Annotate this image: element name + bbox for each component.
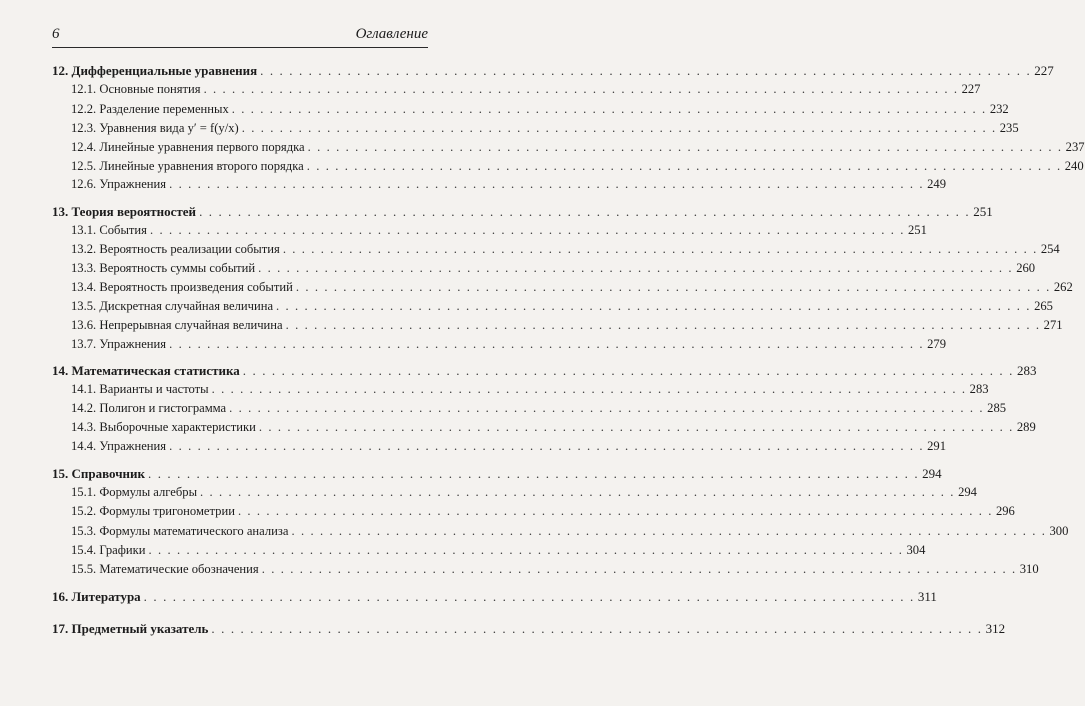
toc-entry-number: 12.3.: [71, 121, 97, 135]
toc-entry-number: 14.1.: [71, 382, 97, 396]
toc-entry-number: 15.5.: [71, 562, 97, 576]
toc-page-number: 265: [1034, 299, 1053, 313]
dot-leader: . . . . . . . . . . . . . . . . . . . . . . . . . . . . . . . . . . . . . . . . . . . . . . . . . . . . . . . . . . . . . . . . . . . . . . . . . . . . . . . .: [260, 63, 1032, 78]
dot-leader: . . . . . . . . . . . . . . . . . . . . . . . . . . . . . . . . . . . . . . . . . . . . . . . . . . . . . . . . . . . . . . . . . . . . . . . . . . . . . . . .: [211, 621, 983, 636]
toc-entry-title: [71, 381, 209, 398]
toc-entry-label: Дискретная случайная величина: [99, 299, 274, 313]
dot-leader: . . . . . . . . . . . . . . . . . . . . . . . . . . . . . . . . . . . . . . . . . . . . . . . . . . . . . . . . . . . . . . . . . . . . . . . . . . . . . . . .: [203, 82, 959, 96]
toc-page-number: 271: [1043, 318, 1063, 332]
toc-entry-title: [71, 419, 256, 436]
dot-leader: . . . . . . . . . . . . . . . . . . . . . . . . . . . . . . . . . . . . . . . . . . . . . . . . . . . . . . . . . . . . . . . . . . . . . . . . . . . . . . . .: [241, 121, 997, 135]
toc-entry-number: 13.6.: [71, 318, 97, 332]
toc-entry-number: 12.1.: [71, 82, 97, 96]
dot-leader: . . . . . . . . . . . . . . . . . . . . . . . . . . . . . . . . . . . . . . . . . . . . . . . . . . . . . . . . . . . . . . . . . . . . . . . . . . . . . . . .: [307, 140, 1063, 154]
toc-page-number: 294: [922, 466, 942, 481]
toc-entry-label: Теория вероятностей: [71, 204, 197, 219]
toc-entry-number: 17.: [52, 621, 69, 636]
dot-leader: . . . . . . . . . . . . . . . . . . . . . . . . . . . . . . . . . . . . . . . . . . . . . . . . . . . . . . . . . . . . . . . . . . . . . . . . . . . . . . . .: [242, 363, 1014, 378]
toc-entry-number: 16.: [52, 589, 69, 604]
toc-entry-number: 15.3.: [71, 524, 97, 538]
dot-leader: . . . . . . . . . . . . . . . . . . . . . . . . . . . . . . . . . . . . . . . . . . . . . . . . . . . . . . . . . . . . . . . . . . . . . . . . . . . . . . . .: [276, 299, 1032, 313]
toc-entry-label: Графики: [99, 543, 146, 557]
toc-page-number: 300: [1049, 524, 1069, 538]
dot-leader: . . . . . . . . . . . . . . . . . . . . . . . . . . . . . . . . . . . . . . . . . . . . . . . . . . . . . . . . . . . . . . . . . . . . . . . . . . . . . . . .: [143, 589, 915, 604]
dot-leader: . . . . . . . . . . . . . . . . . . . . . . . . . . . . . . . . . . . . . . . . . . . . . . . . . . . . . . . . . . . . . . . . . . . . . . . . . . . . . . . .: [237, 504, 993, 518]
toc-section-entry[interactable]: [71, 381, 989, 398]
toc-entry-number: 15.2.: [71, 504, 97, 518]
toc-entry-number: 13.7.: [71, 337, 97, 351]
toc-entry-number: 12.6.: [71, 177, 97, 191]
toc-entry-label: Формулы тригонометрии: [99, 504, 235, 518]
toc-entry-number: 14.4.: [71, 439, 97, 453]
toc-entry-label: Формулы математического анализа: [99, 524, 289, 538]
toc-section-entry[interactable]: [71, 81, 981, 98]
toc-entry-title: [71, 176, 166, 193]
toc-entry-label: Варианты и частоты: [99, 382, 209, 396]
dot-leader: . . . . . . . . . . . . . . . . . . . . . . . . . . . . . . . . . . . . . . . . . . . . . . . . . . . . . . . . . . . . . . . . . . . . . . . . . . . . . . . .: [149, 223, 905, 237]
toc-section-entry[interactable]: [71, 317, 1063, 334]
toc-entry-title: [71, 222, 147, 239]
toc-entry-title: [52, 465, 145, 482]
toc-section-entry[interactable]: [71, 241, 1060, 258]
toc-section-entry[interactable]: [71, 484, 977, 501]
dot-leader: . . . . . . . . . . . . . . . . . . . . . . . . . . . . . . . . . . . . . . . . . . . . . . . . . . . . . . . . . . . . . . . . . . . . . . . . . . . . . . . .: [169, 337, 925, 351]
toc-entry-number: 15.4.: [71, 543, 97, 557]
dot-leader: . . . . . . . . . . . . . . . . . . . . . . . . . . . . . . . . . . . . . . . . . . . . . . . . . . . . . . . . . . . . . . . . . . . . . . . . . . . . . . . .: [148, 543, 904, 557]
toc-entry-title: [71, 400, 226, 417]
toc-entry-title: [71, 523, 288, 540]
toc-page-number: 251: [907, 223, 927, 237]
toc-entry-title: [71, 484, 197, 501]
toc-page-number: 251: [973, 204, 993, 219]
toc-entry-label: Формулы алгебры: [99, 485, 198, 499]
toc-page-number: 254: [1040, 242, 1060, 256]
toc-page-number: 311: [917, 589, 937, 604]
toc-entry-title: [71, 81, 201, 98]
toc-entry-number: 13.2.: [71, 242, 97, 256]
toc-chapter-entry[interactable]: [52, 62, 1054, 79]
page-number: 6: [52, 26, 60, 42]
toc-entry-label: Линейные уравнения первого порядка: [99, 140, 305, 154]
toc-page-number: 310: [1019, 562, 1039, 576]
toc-page-number: 237: [1065, 140, 1085, 154]
toc-entry-title: [71, 542, 145, 559]
toc-entry-number: 13.4.: [71, 280, 97, 294]
dot-leader: . . . . . . . . . . . . . . . . . . . . . . . . . . . . . . . . . . . . . . . . . . . . . . . . . . . . . . . . . . . . . . . . . . . . . . . . . . . . . . . .: [285, 318, 1041, 332]
toc-entry-number: 15.1.: [71, 485, 97, 499]
running-title: Оглавление: [355, 26, 428, 42]
dot-leader: . . . . . . . . . . . . . . . . . . . . . . . . . . . . . . . . . . . . . . . . . . . . . . . . . . . . . . . . . . . . . . . . . . . . . . . . . . . . . . . .: [199, 204, 971, 219]
dot-leader: . . . . . . . . . . . . . . . . . . . . . . . . . . . . . . . . . . . . . . . . . . . . . . . . . . . . . . . . . . . . . . . . . . . . . . . . . . . . . . . .: [148, 466, 920, 481]
toc-entry-label: Вероятность суммы событий: [99, 261, 256, 275]
toc-page-number: 285: [987, 401, 1007, 415]
dot-leader: . . . . . . . . . . . . . . . . . . . . . . . . . . . . . . . . . . . . . . . . . . . . . . . . . . . . . . . . . . . . . . . . . . . . . . . . . . . . . . . .: [258, 261, 1014, 275]
dot-leader: . . . . . . . . . . . . . . . . . . . . . . . . . . . . . . . . . . . . . . . . . . . . . . . . . . . . . . . . . . . . . . . . . . . . . . . . . . . . . . . .: [231, 102, 987, 116]
toc-entry-label: Непрерывная случайная величина: [99, 318, 283, 332]
toc-chapter-entry[interactable]: [52, 362, 1037, 379]
toc-entry-title: [71, 260, 255, 277]
toc-page-number: 296: [995, 504, 1015, 518]
toc-entry-title: [71, 158, 304, 175]
toc-entry-label: Упражнения: [99, 337, 167, 351]
toc-entry-title: [71, 438, 166, 455]
toc-entry-number: 13.3.: [71, 261, 97, 275]
toc-entry-label: Упражнения: [99, 439, 167, 453]
toc-entry-number: 13.1.: [71, 223, 97, 237]
dot-leader: . . . . . . . . . . . . . . . . . . . . . . . . . . . . . . . . . . . . . . . . . . . . . . . . . . . . . . . . . . . . . . . . . . . . . . . . . . . . . . . .: [169, 177, 925, 191]
toc-entry-label: Математические обозначения: [99, 562, 259, 576]
toc-section-entry[interactable]: [71, 158, 1084, 175]
toc-page-number: 283: [1016, 363, 1037, 378]
toc-entry-title: [52, 620, 208, 637]
dot-leader: . . . . . . . . . . . . . . . . . . . . . . . . . . . . . . . . . . . . . . . . . . . . . . . . . . . . . . . . . . . . . . . . . . . . . . . . . . . . . . . .: [169, 439, 925, 453]
toc-entry-title: [52, 588, 141, 605]
toc-entry-number: 13.: [52, 204, 69, 219]
toc-entry-title: [71, 279, 293, 296]
toc-entry-title: [52, 362, 240, 379]
toc-page-number: 240: [1064, 159, 1084, 173]
toc-entry-label: Математическая статистика: [71, 363, 240, 378]
toc-page-number: 291: [927, 439, 946, 453]
toc-entry-label: События: [99, 223, 147, 237]
toc-page-number: 279: [927, 337, 946, 351]
toc-section-entry[interactable]: [71, 438, 946, 455]
toc-page-number: 283: [969, 382, 989, 396]
toc-entry-label: Справочник: [71, 466, 146, 481]
toc-entry-label: Линейные уравнения второго порядка: [99, 159, 304, 173]
toc-page-number: 232: [989, 102, 1009, 116]
toc-chapter-entry[interactable]: [52, 588, 937, 605]
toc-section-entry[interactable]: [71, 120, 1019, 137]
toc-chapter-entry[interactable]: [52, 203, 993, 220]
toc-entry-label: Уравнения вида y′ = f(y/x): [99, 121, 239, 135]
dot-leader: . . . . . . . . . . . . . . . . . . . . . . . . . . . . . . . . . . . . . . . . . . . . . . . . . . . . . . . . . . . . . . . . . . . . . . . . . . . . . . . .: [282, 242, 1038, 256]
toc-section-entry[interactable]: [71, 101, 1009, 118]
toc-entry-title: [71, 101, 229, 118]
toc-entry-number: 14.2.: [71, 401, 97, 415]
toc-section-entry[interactable]: [71, 176, 946, 193]
toc-entry-label: Дифференциальные уравнения: [71, 63, 258, 78]
toc-entry-title: [71, 139, 305, 156]
dot-leader: . . . . . . . . . . . . . . . . . . . . . . . . . . . . . . . . . . . . . . . . . . . . . . . . . . . . . . . . . . . . . . . . . . . . . . . . . . . . . . . .: [306, 159, 1062, 173]
toc-entry-label: Литература: [71, 589, 141, 604]
toc-section-entry[interactable]: [71, 419, 1036, 436]
dot-leader: . . . . . . . . . . . . . . . . . . . . . . . . . . . . . . . . . . . . . . . . . . . . . . . . . . . . . . . . . . . . . . . . . . . . . . . . . . . . . . . .: [200, 485, 956, 499]
toc-chapter-entry[interactable]: [52, 620, 1006, 637]
toc-entry-label: Вероятность произведения событий: [99, 280, 293, 294]
toc-entry-number: 14.3.: [71, 420, 97, 434]
toc-entry-number: 14.: [52, 363, 69, 378]
toc-entry-label: Разделение переменных: [99, 102, 229, 116]
toc-page-number: 260: [1016, 261, 1036, 275]
dot-leader: . . . . . . . . . . . . . . . . . . . . . . . . . . . . . . . . . . . . . . . . . . . . . . . . . . . . . . . . . . . . . . . . . . . . . . . . . . . . . . . .: [291, 524, 1047, 538]
toc-entry-title: [71, 241, 280, 258]
toc-page-number: 294: [958, 485, 977, 499]
toc-entry-title: [71, 120, 239, 137]
toc-section-entry[interactable]: [71, 139, 1085, 156]
dot-leader: . . . . . . . . . . . . . . . . . . . . . . . . . . . . . . . . . . . . . . . . . . . . . . . . . . . . . . . . . . . . . . . . . . . . . . . . . . . . . . . .: [258, 420, 1014, 434]
dot-leader: . . . . . . . . . . . . . . . . . . . . . . . . . . . . . . . . . . . . . . . . . . . . . . . . . . . . . . . . . . . . . . . . . . . . . . . . . . . . . . . .: [295, 280, 1051, 294]
toc-entry-title: [71, 298, 273, 315]
toc-entry-label: Выборочные характеристики: [99, 420, 256, 434]
toc-entry-label: Вероятность реализации события: [99, 242, 280, 256]
toc-entry-title: [71, 561, 259, 578]
toc-entry-title: [71, 503, 235, 520]
toc-section-entry[interactable]: [71, 523, 1069, 540]
toc-section-entry[interactable]: [71, 400, 1007, 417]
dot-leader: . . . . . . . . . . . . . . . . . . . . . . . . . . . . . . . . . . . . . . . . . . . . . . . . . . . . . . . . . . . . . . . . . . . . . . . . . . . . . . . .: [261, 562, 1017, 576]
toc-section-entry[interactable]: [71, 503, 1015, 520]
toc-entry-title: [71, 317, 283, 334]
toc-section-entry[interactable]: [71, 542, 926, 559]
toc-section-entry[interactable]: [71, 260, 1036, 277]
toc-entry-number: 13.5.: [71, 299, 97, 313]
toc-section-entry[interactable]: [71, 279, 1073, 296]
toc-entry-label: Предметный указатель: [71, 621, 209, 636]
toc-entry-number: 12.2.: [71, 102, 97, 116]
toc-entry-number: 12.5.: [71, 159, 97, 173]
toc-page-number: 235: [999, 121, 1019, 135]
toc-entry-title: [52, 62, 257, 79]
toc-section-entry[interactable]: [71, 222, 927, 239]
toc-entry-label: Упражнения: [99, 177, 167, 191]
toc-page-number: 304: [906, 543, 926, 557]
toc-page-number: 262: [1053, 280, 1073, 294]
toc-entry-number: 15.: [52, 466, 69, 481]
dot-leader: . . . . . . . . . . . . . . . . . . . . . . . . . . . . . . . . . . . . . . . . . . . . . . . . . . . . . . . . . . . . . . . . . . . . . . . . . . . . . . . .: [211, 382, 967, 396]
toc-page-number: 249: [927, 177, 946, 191]
toc-section-entry[interactable]: [71, 336, 946, 353]
toc-entry-label: Основные понятия: [99, 82, 201, 96]
toc-entry-number: 12.4.: [71, 140, 97, 154]
toc-entry-title: [52, 203, 196, 220]
toc-page-number: 227: [961, 82, 981, 96]
toc-page-number: 227: [1034, 63, 1054, 78]
toc-section-entry[interactable]: [71, 298, 1053, 315]
toc-chapter-entry[interactable]: [52, 465, 942, 482]
toc-entry-label: Полигон и гистограмма: [99, 401, 227, 415]
toc-entry-number: 12.: [52, 63, 69, 78]
toc-section-entry[interactable]: [71, 561, 1039, 578]
dot-leader: . . . . . . . . . . . . . . . . . . . . . . . . . . . . . . . . . . . . . . . . . . . . . . . . . . . . . . . . . . . . . . . . . . . . . . . . . . . . . . . .: [229, 401, 985, 415]
toc-entry-title: [71, 336, 166, 353]
toc-page-number: 289: [1016, 420, 1036, 434]
toc-page-number: 312: [985, 621, 1006, 636]
